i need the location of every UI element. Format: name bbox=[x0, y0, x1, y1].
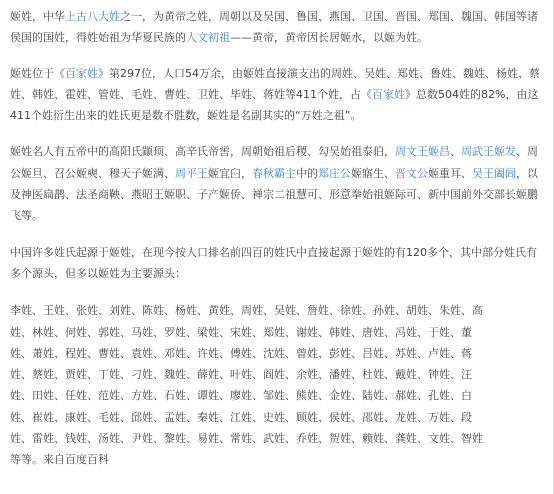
paragraph-famous-people bbox=[10, 141, 544, 226]
text-segment: 姬姓，中华 bbox=[10, 10, 65, 23]
text-segment: 中的 bbox=[296, 166, 318, 180]
text-segment: 、 bbox=[450, 145, 461, 159]
link-spring-autumn-hegemon[interactable]: 春秋霸主 bbox=[252, 166, 296, 180]
surname-line: 姓、萧姓、程姓、曹姓、袁姓、邓姓、许姓、傅姓、沈姓、曾姓、彭姓、吕姓、苏姓、卢姓、蒋 bbox=[10, 346, 472, 360]
link-king-ping-of-zhou[interactable]: 周平王 bbox=[175, 166, 208, 180]
text-segment: 姬姓名人有五帝中的高阳氏颛顼、高辛氏帝喾，周朝始祖后稷、勾吴始祖泰伯， bbox=[10, 145, 395, 159]
link-humanistic-ancestor[interactable]: 人文初祖 bbox=[186, 31, 230, 45]
surname-line: 姓、崔姓、康姓、毛姓、邱姓、孟姓、秦姓、江姓、史姓、顾姓、侯姓、邵姓、龙姓、万姓、段 bbox=[10, 410, 472, 424]
link-duke-wen-of-jin[interactable]: 晋文公 bbox=[395, 166, 428, 180]
link-king-wu-of-zhou[interactable]: 周武王姬发 bbox=[461, 145, 516, 159]
link-eight-ancient-surnames[interactable]: 上古八大姓 bbox=[65, 10, 120, 23]
surname-line: 姓、雷姓、钱姓、汤姓、尹姓、黎姓、易姓、常姓、武姓、乔姓、贺姓、赖姓、龚姓、文姓、智姓 bbox=[10, 432, 483, 446]
text-segment: 》总数504姓的82%，由这411个姓衍生出来的姓氏更是数不胜数，姬姓是名副其实的“万姓之祖”。 bbox=[10, 87, 539, 123]
text-segment: 、周公姬旦、召公姬奭、穆天子姬满、 bbox=[10, 145, 538, 180]
paragraph-origin bbox=[10, 6, 544, 49]
text-segment: 姬姓位于《 bbox=[10, 66, 65, 80]
text-segment: 姬重耳、 bbox=[428, 166, 472, 180]
surname-line: 姓、田姓、任姓、范姓、方姓、石姓、谭姓、廖姓、邹姓、熊姓、金姓、陆姓、郝姓、孔姓、白 bbox=[10, 389, 472, 403]
surname-line: 姓、蔡姓、贾姓、丁姓、刁姓、魏姓、薛姓、叶姓、阎姓、余姓、潘姓、杜姓、戴姓、钟姓、汪 bbox=[10, 368, 472, 382]
text-segment: 姬寤生、 bbox=[351, 166, 395, 180]
link-hundred-surnames-2[interactable]: 百家姓 bbox=[372, 87, 405, 101]
surname-line: 等等。来自百度百科 bbox=[10, 453, 109, 467]
link-hundred-surnames[interactable]: 百家姓 bbox=[65, 66, 98, 80]
text-segment: 姬宜臼， bbox=[208, 166, 252, 180]
text-segment: ——黄帝，黄帝因长居姬水，以姬为姓。 bbox=[230, 31, 428, 45]
text-segment: 》第297位，人口54万余，由姬姓直接演支出的周姓、吴姓、郑姓、鲁姓、魏姓、杨姓、蔡姓、韩姓、霍姓、管姓、毛姓、曹姓、卫姓、毕姓、蒋姓等411个姓，占《 bbox=[10, 66, 540, 101]
text-segment: 之一，为黄帝之姓，周朝以及吴国、鲁国、燕国、卫国、晋国、郑国、魏国、韩国等诸侯国的国姓，得姓始祖为华夏民族的 bbox=[10, 10, 538, 45]
link-duke-zhuang-of-zheng[interactable]: 郑庄公 bbox=[318, 166, 351, 180]
surname-line: 姓、林姓、何姓、郭姓、马姓、罗姓、梁姓、宋姓、郑姓、谢姓、韩姓、唐姓、冯姓、于姓、董 bbox=[10, 325, 472, 339]
paragraph-derived-surnames: 中国许多姓氏起源于姬姓，在现今按人口排名前四百的姓氏中直接起源于姬姓的有120多个，其中部分姓氏有多个源头，但多以姬姓为主要源头： bbox=[10, 245, 537, 280]
paragraph-rank bbox=[10, 63, 544, 127]
surname-line: 李姓、王姓、张姓、刘姓、陈姓、杨姓、黄姓、周姓、吴姓、詹姓、徐姓、孙姓、胡姓、朱姓、高 bbox=[10, 304, 483, 318]
text-segment: ，以及神医扁鹊、法圣商鞅、燕昭王姬职、子产姬侨、禅宗二祖慧可、形意拳始祖姬际可、新中国前外交部长姬鹏飞等。 bbox=[10, 166, 538, 223]
link-king-wen-of-zhou[interactable]: 周文王姬昌 bbox=[395, 145, 450, 159]
surname-list bbox=[10, 300, 544, 470]
link-king-helu-of-wu[interactable]: 吴王阖闾 bbox=[472, 166, 516, 180]
